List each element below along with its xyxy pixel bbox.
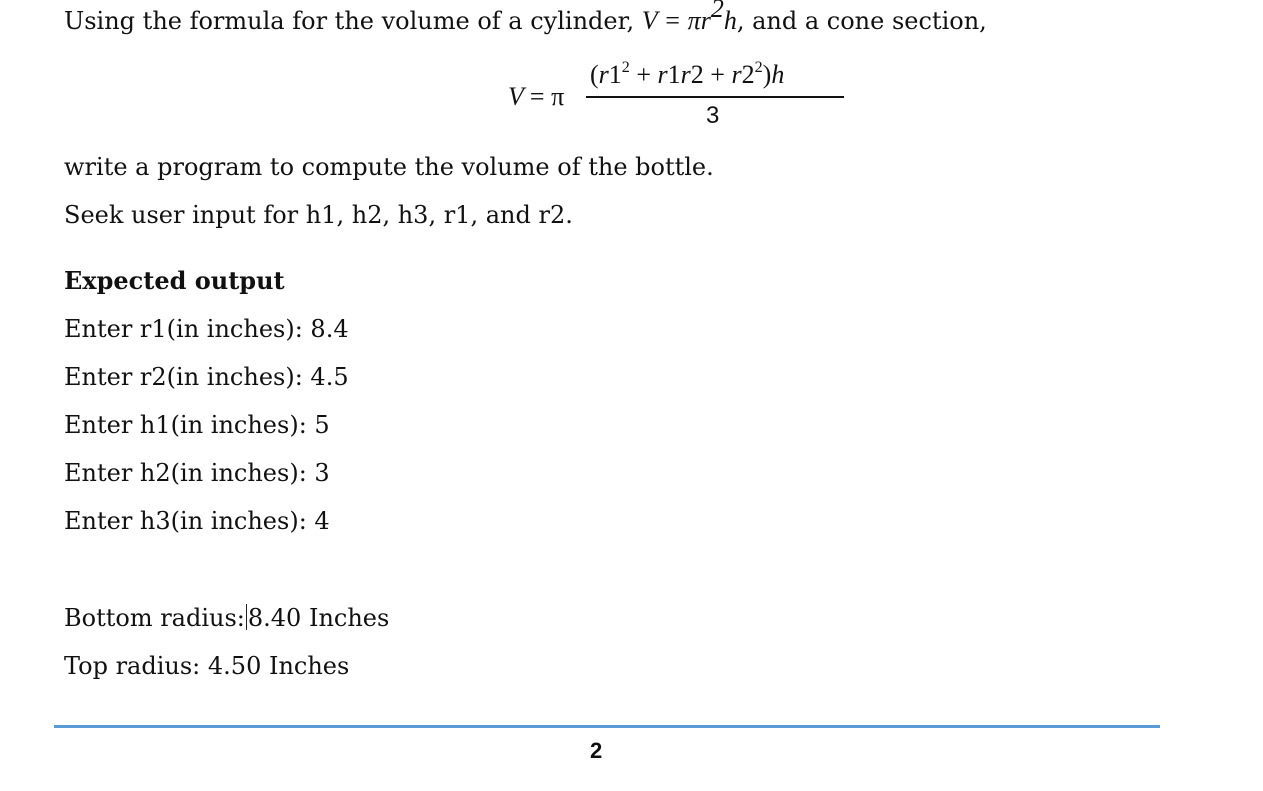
cone-formula-lhs: V = π [508, 82, 565, 111]
intro-line [64, 0, 987, 36]
fraction-bar [586, 96, 844, 98]
cone-formula-numerator: $(r1^2 + r1r2 + r2^2)h$ [590, 58, 785, 89]
prompt-r1: Enter r1(in inches): 8.4 [64, 315, 349, 343]
bottom-radius-value: 8.40 Inches [247, 604, 390, 632]
prompt-h3: Enter h3(in inches): 4 [64, 507, 330, 535]
expected-output-heading: Expected output [64, 266, 285, 295]
result-top-radius: Top radius: 4.50 Inches [64, 652, 350, 680]
result-bottom-radius [64, 603, 389, 633]
footer-rule [54, 725, 1160, 728]
instruction-input: Seek user input for h1, h2, h3, r1, and r2. [64, 201, 573, 229]
text-cursor [246, 604, 247, 630]
prompt-h1: Enter h1(in inches): 5 [64, 411, 330, 439]
intro-text-before: Using the formula for the volume of a cylinder, [64, 7, 642, 35]
cone-formula [508, 60, 848, 132]
cylinder-formula: $V = \pi r^2h$ [641, 0, 737, 35]
prompt-h2: Enter h2(in inches): 3 [64, 459, 330, 487]
instruction-compute: write a program to compute the volume of the bottle. [64, 153, 714, 181]
prompt-r2: Enter r2(in inches): 4.5 [64, 363, 349, 391]
cone-formula-denominator: 3 [706, 102, 720, 129]
intro-text-after: , and a cone section, [736, 7, 987, 35]
page-number: 2 [590, 738, 603, 763]
bottom-radius-label: Bottom radius: [64, 604, 245, 632]
